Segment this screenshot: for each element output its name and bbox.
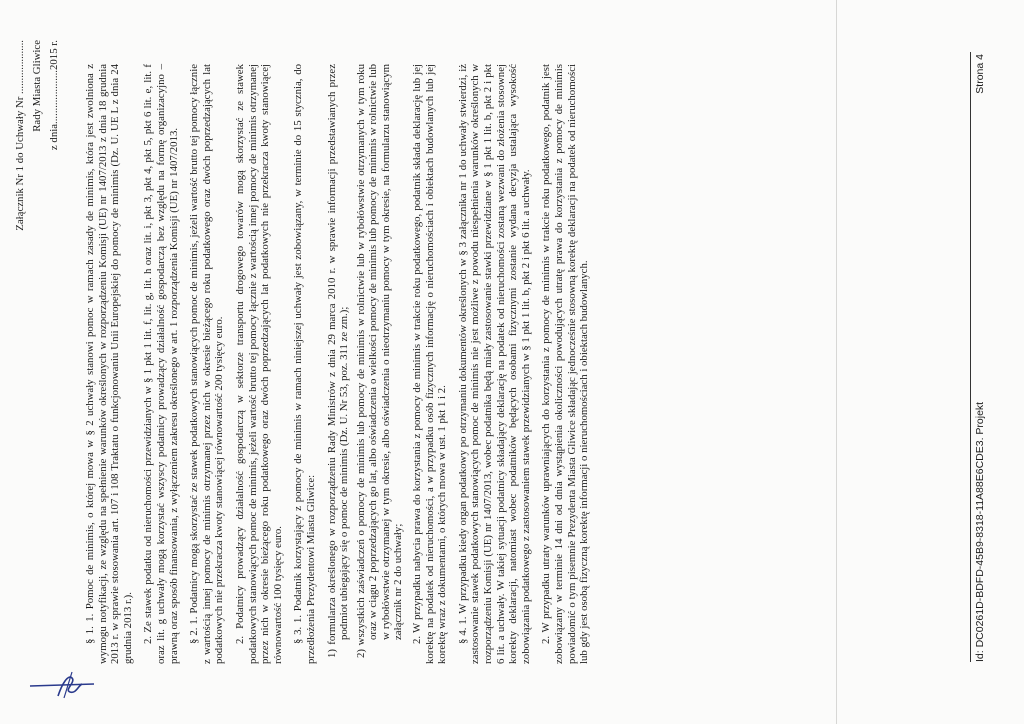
paragraph-2-1: § 2. 1. Podatnicy mogą skorzystać ze stawek podatkowych stanowiących pomoc de minimis, jeżeli wartość brutto tej pomocy łącznie z wartością innej pomocy de minimis otrzymanej przez nich w okresie bieżącego roku podatkowego oraz dwóch poprzedzających lat podatkowych nie przekracza kwoty stanowiącej równowartość 200 tysięcy euro. [188, 64, 226, 664]
document-list [326, 64, 406, 664]
paragraph-3-1: § 3. 1. Podatnik korzystający z pomocy de minimis w ramach niniejszej uchwały jest zobowiązany, w terminie do 15 stycznia, do przedłożenia Prezydentowi Miasta Gliwice: [292, 64, 317, 664]
list-item: 2) wszystkich zaświadczeń o pomocy de minimis lub pomocy de minimis w rolnictwie lub w rybołówstwie otrzymanych w tym roku oraz w ciągu 2 poprzedzających go lat, albo oświadczenia o wielkości pomocy de minimis lub pomocy de minimis w rolnictwie lub w rybołówstwie otrzymanej w tym okresie, albo oświadczenia o nieotrzymaniu pomocy w tym okresie, na formularzu stanowiącym załącznik nr 2 do uchwały; [354, 64, 405, 658]
paragraph-3-2: 2. W przypadku nabycia prawa do korzystania z pomocy de minimis w trakcie roku podatkowego, podatnik składa deklarację lub jej korektę na podatek od nieruchomości, a w przypadku osób fizycznych informację o nieruchomościach i obiektach budowlanych lub jej korektę wraz z dokumentami, o których mowa w ust. 1 pkt 1 i 2. [411, 64, 449, 664]
page-number: Strona 4 [974, 54, 986, 94]
document-header [14, 40, 65, 724]
document-body [84, 64, 599, 664]
attachment-line: Załącznik Nr 1 do Uchwały Nr .................... [14, 40, 26, 231]
paragraph-4-1: § 4. 1. W przypadku kiedy organ podatkowy po otrzymaniu dokumentów określonych w § 3 załącznika nr 1 do uchwały stwierdzi, iż zastosowanie stawek podatkowych stanowiących pomoc de minimis nie jest możliwe z powodu niespełnienia warunków określonych w rozporządzeniu Komisji (UE) nr 1407/2013, wobec podatnika będą miały zastosowanie stawki przewidziane w § 1 pkt 1 lit. b, pkt 2 i pkt 6 lit. a uchwały. W takiej sytuacji podatnicy składający deklarację na podatek od nieruchomości zostaną wezwani do złożenia stosownej korekty deklaracji, natomiast wobec podatników będących osobami fizycznymi zostanie wydana decyzja ustalająca wysokość zobowiązania podatkowego z zastosowaniem stawek przewidzianych w § 1 pkt 1 lit. b, pkt 2 i pkt 6 lit. a uchwały. [456, 64, 532, 664]
paragraph-4-2: 2. W przypadku utraty warunków uprawniających do korzystania z pomocy de minimis w trakcie roku podatkowego, podatnik jest zobowiązany w terminie 14 dni od dnia wystąpienia okoliczności powodujących utratę prawa do korzystania z pomocy de minimis powiadomić o tym pisemnie Prezydenta Miasta Gliwice składając jednocześnie stosowną korektę deklaracji na podatek od nieruchomości lub gdy jest osobą fizyczną korektę informacji o nieruchomościach i obiektach budowlanych. [540, 64, 591, 664]
list-item: 1) formularza określonego w rozporządzeniu Rady Ministrów z dnia 29 marca 2010 r. w sprawie informacji przedstawianych przez podmiot ubiegający się o pomoc de minimis (Dz. U. Nr 53, poz. 311 ze zm.); [325, 64, 351, 658]
handwritten-signature [28, 664, 98, 704]
paragraph-2-2: 2. Podatnicy prowadzący działalność gospodarczą w sektorze transportu drogowego towarów mogą skorzystać ze stawek podatkowych stanowiących pomoc de minimis, jeżeli wartość brutto tej pomocy łącznie z wartością innej pomocy de minimis otrzymanej przez nich w okresie bieżącego roku podatkowego oraz dwóch poprzedzających lat podatkowych nie przekracza kwoty stanowiącej równowartość 100 tysięcy euro. [233, 64, 284, 664]
date-line: z dnia....................2015 r. [48, 40, 60, 151]
paragraph-1-2: 2. Ze stawek podatku od nieruchomości przewidzianych w § 1 pkt 1 lit. f, lit. g, lit. h oraz lit. i, pkt 3, pkt 4, pkt 5, pkt 6 lit. e, lit. f oraz lit. g uchwały mogą korzystać wszyscy podatnicy prowadzący działalność gospodarczą bez względu na formę organizacyjno – prawną oraz sposób finansowania, z wyłączeniem zakresu określonego w art. 1 rozporządzenia Komisji (UE) nr 1407/2013. [142, 64, 180, 664]
paragraph-1-1: § 1. 1. Pomoc de minimis, o której mowa w § 2 uchwały stanowi pomoc w ramach zasady de minimis, która jest zwolniona z wymogu notyfikacji, ze względu na spełnienie warunków określonych w rozporządzeniu Komisji (UE) nr 1407/2013 z dnia 18 grudnia 2013 r. w sprawie stosowania art. 107 i 108 Traktatu o funkcjonowaniu Unii Europejskiej do pomocy de minimis (Dz. U. UE L z dnia 24 grudnia 2013 r.). [84, 64, 134, 664]
footer-divider [970, 52, 971, 662]
document-id: Id: DC0261D-BDFD-45B9-8318-11A88E6CDE3. Projekt [974, 401, 986, 662]
council-line: Rady Miasta Gliwice [31, 40, 43, 132]
